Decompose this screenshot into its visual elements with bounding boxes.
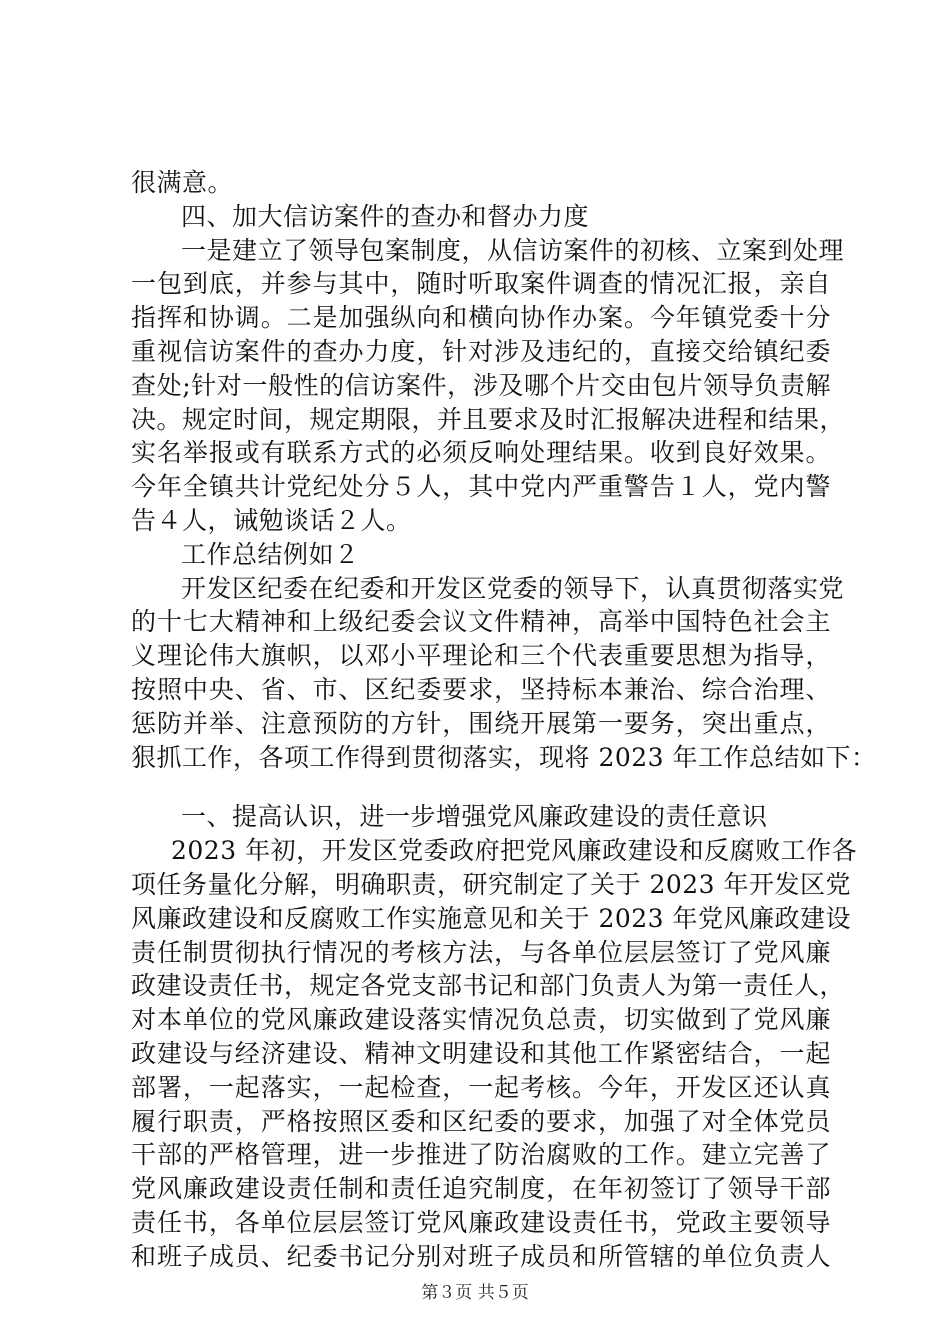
text-line: 指挥和协调。二是加强纵向和横向协作办案。今年镇党委十分 (131, 303, 831, 333)
text-line: 查处;针对一般性的信访案件，涉及哪个片交由包片领导负责解 (131, 370, 831, 400)
section-heading: 工作总结例如２ (181, 539, 360, 569)
text-line: 很满意。 (131, 168, 234, 197)
text-line: 项任务量化分解，明确职责，研究制定了关于 2023 年开发区党 (131, 869, 852, 899)
text-line: 部署，一起落实，一起检查，一起考核。今年，开发区还认真 (131, 1072, 831, 1102)
text-line: 责任制贯彻执行情况的考核方法，与各单位层层签订了党风廉 (131, 937, 831, 967)
section-heading: 四、加大信访案件的查办和督办力度 (181, 201, 590, 231)
text-line: 今年全镇共计党纪处分５人，其中党内严重警告１人，党内警 (131, 472, 831, 502)
paragraph-gap (131, 774, 831, 800)
text-line: 责任书，各单位层层签订党风廉政建设责任书，党政主要领导 (131, 1207, 831, 1237)
text-line: 的十七大精神和上级纪委会议文件精神，高举中国特色社会主 (131, 607, 831, 637)
text-line: 重视信访案件的查办力度，针对涉及违纪的，直接交给镇纪委 (131, 336, 831, 366)
text-line: 义理论伟大旗帜，以邓小平理论和三个代表重要思想为指导， (131, 641, 831, 671)
text-line: 按照中央、省、市、区纪委要求，坚持标本兼治、综合治理、 (131, 674, 831, 704)
text-line: 对本单位的党风廉政建设落实情况负总责，切实做到了党风廉 (131, 1005, 831, 1035)
text-line: 一包到底，并参与其中，随时听取案件调查的情况汇报，亲自 (131, 269, 831, 299)
text-line: 党风廉政建设责任制和责任追究制度，在年初签订了领导干部 (131, 1174, 831, 1204)
text-line: 惩防并举、注意预防的方针，围绕开展第一要务，突出重点， (131, 708, 831, 738)
text-line: 决。规定时间，规定期限，并且要求及时汇报解决进程和结果， (131, 404, 846, 434)
text-line: 开发区纪委在纪委和开发区党委的领导下，认真贯彻落实党 (181, 573, 845, 603)
text-line: 告４人，诫勉谈话２人。 (131, 505, 412, 535)
text-line: 2023 年初，开发区党委政府把党风廉政建设和反腐败工作各 (171, 836, 858, 866)
section-heading: 一、提高认识，进一步增强党风廉政建设的责任意识 (181, 802, 768, 832)
text-line: 实名举报或有联系方式的必须反响处理结果。收到良好效果。 (131, 438, 831, 468)
text-line: 履行职责，严格按照区委和区纪委的要求，加强了对全体党员 (131, 1106, 831, 1136)
text-line: 和班子成员、纪委书记分别对班子成员和所管辖的单位负责人 (131, 1241, 831, 1271)
document-body (131, 166, 877, 1274)
text-line: 干部的严格管理，进一步推进了防治腐败的工作。建立完善了 (131, 1140, 831, 1170)
page-number-footer: 第３页 共５页 (421, 1283, 529, 1303)
text-line: 一是建立了领导包案制度，从信访案件的初核、立案到处理 (181, 235, 845, 265)
text-line: 政建设责任书，规定各党支部书记和部门负责人为第一责任人， (131, 971, 846, 1001)
text-line: 风廉政建设和反腐败工作实施意见和关于 2023 年党风廉政建设 (131, 903, 852, 933)
text-line: 政建设与经济建设、精神文明建设和其他工作紧密结合，一起 (131, 1038, 831, 1068)
text-line: 狠抓工作，各项工作得到贯彻落实，现将 2023 年工作总结如下： (131, 742, 877, 772)
